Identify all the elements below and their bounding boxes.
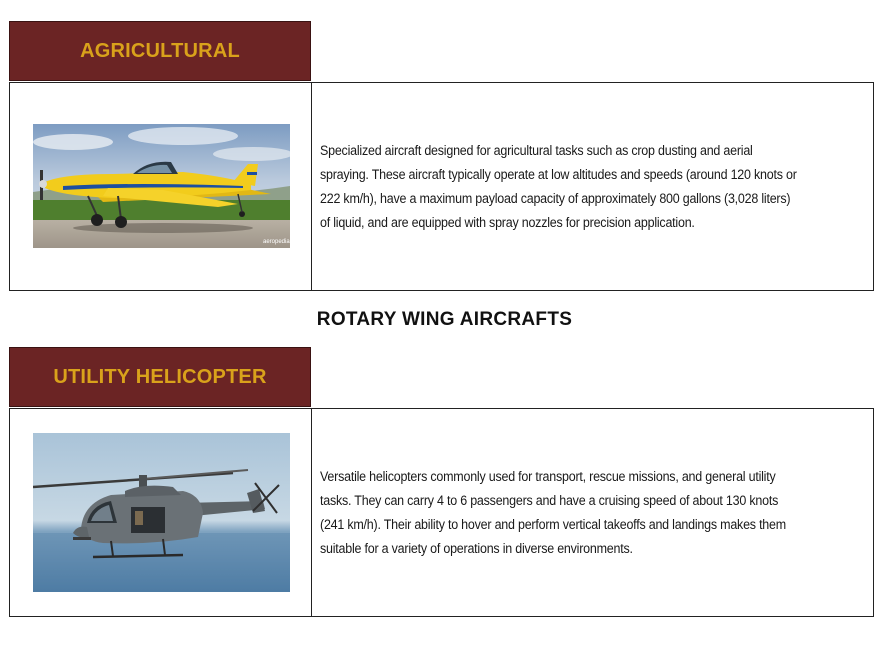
utility-helicopter-row <box>9 408 874 617</box>
utility-helicopter-description: Versatile helicopters commonly used for transport, rescue missions, and general utility tasks. They can carry 4 to 6 passengers and have a cruising speed of about 130 knots (241 km/h). Their ability to hover and perform vertical takeoffs and landings makes them suitable for a variety of operations in diverse environments. <box>320 468 786 557</box>
agricultural-header-label: AGRICULTURAL <box>80 39 240 62</box>
utility-helicopter-header <box>9 347 311 407</box>
agricultural-image-cell <box>10 83 312 290</box>
agricultural-description-cell <box>312 83 873 290</box>
agricultural-row <box>9 82 874 291</box>
agricultural-description: Specialized aircraft designed for agricultural tasks such as crop dusting and aerial spraying. These aircraft typically operate at low altitudes and speeds (around 120 knots or 222 km/h), have a maximum payload capacity of approximately 800 gallons (3,028 liters) of liquid, and are equipped with spray nozzles for precision application. <box>320 142 797 231</box>
utility-helicopter-image-cell <box>10 409 312 616</box>
utility-helicopter-description-cell <box>312 409 873 616</box>
agricultural-header <box>9 21 311 81</box>
image-watermark: aeropedia <box>263 239 290 245</box>
utility-helicopter-header-label: UTILITY HELICOPTER <box>53 365 267 388</box>
agricultural-aircraft-image <box>33 124 290 248</box>
rotary-wing-section-title: ROTARY WING AIRCRAFTS <box>316 309 573 330</box>
utility-helicopter-image <box>33 433 290 592</box>
